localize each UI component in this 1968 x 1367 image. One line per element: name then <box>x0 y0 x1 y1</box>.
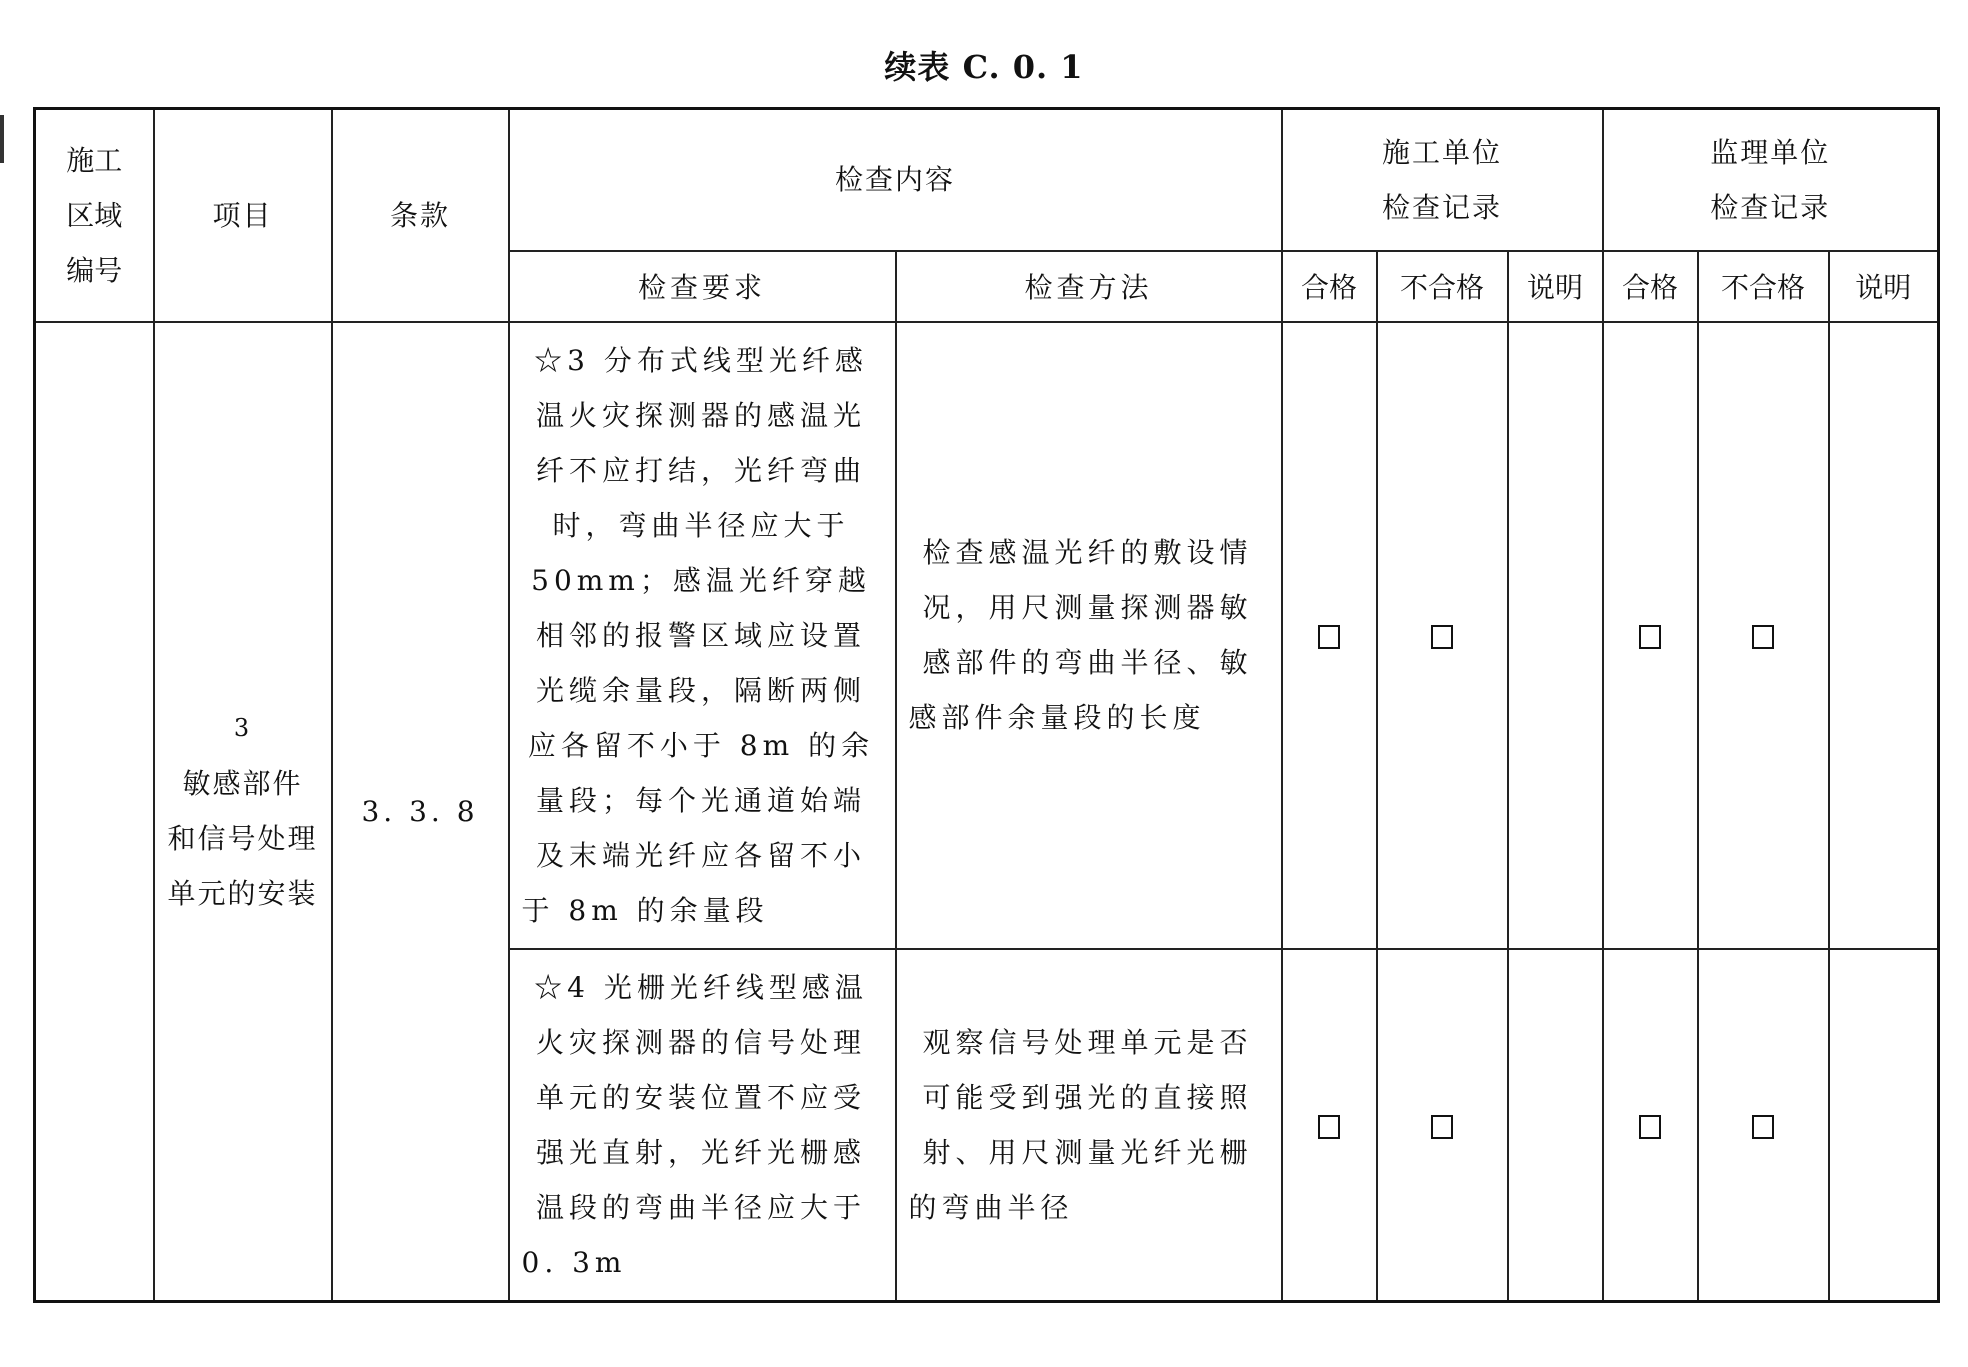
contractor-fail-checkbox[interactable] <box>1431 625 1453 649</box>
supervisor-note-cell[interactable] <box>1829 322 1939 949</box>
supervisor-fail-checkbox[interactable] <box>1752 625 1774 649</box>
requirement-header: 检查要求 <box>509 251 896 322</box>
item-name-line-3: 单元的安装 <box>167 877 318 910</box>
contractor-pass-checkbox-cell[interactable] <box>1282 949 1377 1302</box>
contractor-pass-header: 合格 <box>1282 251 1377 322</box>
item-cell <box>154 322 332 1302</box>
contractor-pass-checkbox[interactable] <box>1318 1115 1340 1139</box>
table-row <box>35 322 1939 949</box>
item-name-line-1: 敏感部件 <box>182 767 303 800</box>
zone-header-line-1: 施工 <box>66 143 123 177</box>
contractor-note-header: 说明 <box>1508 251 1603 322</box>
contractor-pass-checkbox[interactable] <box>1318 625 1340 649</box>
header-row-1 <box>35 109 1939 251</box>
requirement-cell: ☆3 分布式线型光纤感温火灾探测器的感温光纤不应打结，光纤弯曲时，弯曲半径应大于50mm；感温光纤穿越相邻的报警区域应设置光缆余量段，隔断两侧应各留不小于 8m 的余量段；每个光通道始端及末端光纤应各留不小于 8m 的余量段 <box>509 322 896 949</box>
supervisor-record-header <box>1603 109 1939 251</box>
supervisor-header-line-1: 监理单位 <box>1710 135 1831 169</box>
item-name-line-2: 和信号处理 <box>167 822 318 855</box>
contractor-header-line-2: 检查记录 <box>1382 190 1503 224</box>
supervisor-pass-checkbox-cell[interactable] <box>1603 949 1698 1302</box>
contractor-record-header <box>1282 109 1603 251</box>
method-cell: 检查感温光纤的敷设情况，用尺测量探测器敏感部件的弯曲半径、敏感部件余量段的长度 <box>896 322 1282 949</box>
contractor-fail-checkbox-cell[interactable] <box>1377 949 1508 1302</box>
item-number: 3 <box>233 714 252 742</box>
contractor-note-cell[interactable] <box>1508 322 1603 949</box>
supervisor-note-header: 说明 <box>1829 251 1939 322</box>
supervisor-fail-checkbox[interactable] <box>1752 1115 1774 1139</box>
supervisor-pass-header: 合格 <box>1603 251 1698 322</box>
page-title: 续表 C. 0. 1 <box>884 48 1084 86</box>
supervisor-pass-checkbox-cell[interactable] <box>1603 322 1698 949</box>
clause-header: 条款 <box>332 109 509 322</box>
supervisor-fail-checkbox-cell[interactable] <box>1698 322 1829 949</box>
item-header: 项目 <box>154 109 332 322</box>
method-header: 检查方法 <box>896 251 1282 322</box>
contractor-fail-checkbox-cell[interactable] <box>1377 322 1508 949</box>
contractor-pass-checkbox-cell[interactable] <box>1282 322 1377 949</box>
contractor-fail-header: 不合格 <box>1377 251 1508 322</box>
supervisor-pass-checkbox[interactable] <box>1639 1115 1661 1139</box>
supervisor-fail-checkbox-cell[interactable] <box>1698 949 1829 1302</box>
supervisor-header-line-2: 检查记录 <box>1710 190 1831 224</box>
zone-header-line-3: 编号 <box>66 253 123 287</box>
contractor-header-line-1: 施工单位 <box>1382 135 1503 169</box>
supervisor-fail-header: 不合格 <box>1698 251 1829 322</box>
zone-cell <box>35 322 154 1302</box>
requirement-cell: ☆4 光栅光纤线型感温火灾探测器的信号处理单元的安装位置不应受强光直射，光纤光栅感温段的弯曲半径应大于0. 3m <box>509 949 896 1302</box>
margin-mark <box>0 115 4 163</box>
clause-cell: 3. 3. 8 <box>332 322 509 1302</box>
contractor-fail-checkbox[interactable] <box>1431 1115 1453 1139</box>
inspection-table <box>33 107 1940 1303</box>
supervisor-pass-checkbox[interactable] <box>1639 625 1661 649</box>
supervisor-note-cell[interactable] <box>1829 949 1939 1302</box>
method-cell: 观察信号处理单元是否可能受到强光的直接照射、用尺测量光纤光栅的弯曲半径 <box>896 949 1282 1302</box>
zone-header-line-2: 区域 <box>66 198 123 232</box>
inspection-content-header: 检查内容 <box>509 109 1282 251</box>
zone-header <box>35 109 154 322</box>
contractor-note-cell[interactable] <box>1508 949 1603 1302</box>
